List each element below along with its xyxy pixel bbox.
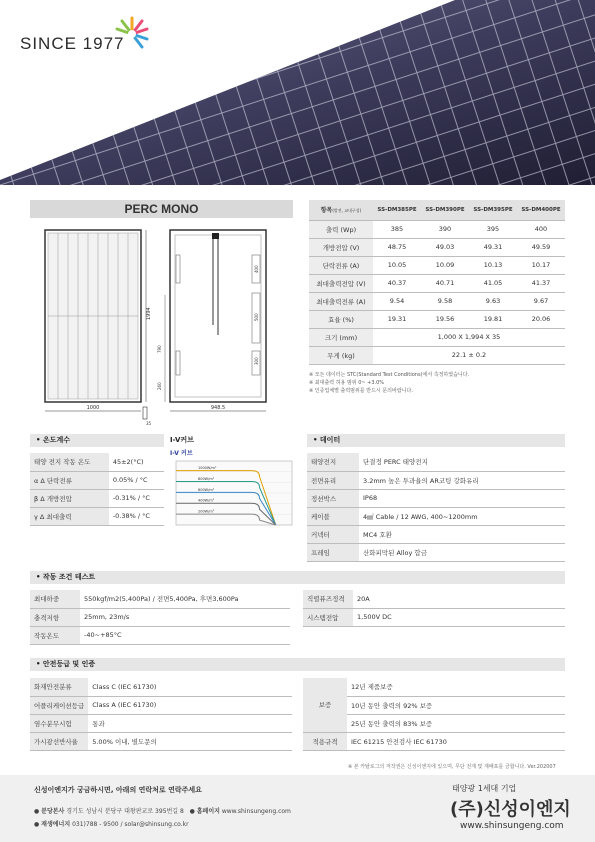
row-label: 효율 (%) — [309, 310, 373, 328]
row-label: 태양 전지 작동 온도 — [30, 453, 109, 471]
cell: 48.75 — [373, 238, 421, 256]
solar-panel-photo — [0, 0, 595, 185]
cell: 10.09 — [421, 256, 469, 274]
table-row — [303, 678, 565, 696]
row-label: 단락전류 (A) — [309, 256, 373, 274]
table-row — [307, 525, 565, 543]
dim-260: 260 — [157, 382, 162, 390]
table-row — [307, 489, 565, 507]
product-title: PERC MONO — [30, 200, 293, 218]
header — [0, 0, 595, 185]
safety-right-table — [303, 678, 565, 751]
cell: 395 — [469, 220, 517, 238]
cell: -0.38% / °C — [109, 507, 164, 525]
side-label: 35 — [146, 421, 152, 425]
spec-model: SS-DM400PE — [517, 200, 565, 220]
row-label: 시스템전압 — [303, 608, 353, 626]
cell: 550kgf/m2(5,400Pa) / 전면5,400Pa, 후면3,600Pa — [80, 590, 290, 608]
cell: 20.06 — [517, 310, 565, 328]
bullet-icon: ● — [34, 821, 40, 828]
dim-500: 500 — [254, 313, 259, 321]
table-row — [309, 256, 565, 274]
copyright-note: ※ 본 카탈로그의 저작권은 신성이엔지에 있으며, 무단 전재 및 재배포를 금합니다. Ver.202007 — [348, 764, 556, 770]
row-label: 최대출력전류 (A) — [309, 292, 373, 310]
cell: 10.05 — [373, 256, 421, 274]
spec-model: SS-DM390PE — [421, 200, 469, 220]
cell: 49.03 — [421, 238, 469, 256]
cell: 19.56 — [421, 310, 469, 328]
row-label: 프레임 — [307, 543, 359, 561]
note: ※ 인증업체별 출력범위를 반드시 문의바랍니다. — [309, 388, 413, 394]
cell: 단결정 PERC 태양전지 — [359, 453, 565, 471]
table-row — [30, 732, 292, 750]
table-row — [307, 453, 565, 471]
cell: 385 — [373, 220, 421, 238]
hq-line — [34, 806, 291, 815]
table-row — [303, 590, 565, 608]
row-label: 작동온도 — [30, 626, 80, 644]
spec-model: SS-DM395PE — [469, 200, 517, 220]
note: ※ 최대출력 허용 범위 0~ +3.0% — [309, 380, 385, 386]
row-label: γ Δ 최대출력 — [30, 507, 109, 525]
table-row — [303, 732, 565, 750]
table-row — [303, 608, 565, 626]
module-drawing — [30, 225, 294, 425]
cell: 41.37 — [517, 274, 565, 292]
width-front-label: 1000 — [86, 405, 100, 411]
cell: 산화피막된 Alloy 합금 — [359, 543, 565, 561]
table-row — [30, 507, 164, 525]
table-row — [30, 590, 290, 608]
table-row — [30, 714, 292, 732]
cell: 41.05 — [469, 274, 517, 292]
row-label: β Δ 개방전압 — [30, 489, 109, 507]
row-label: 개방전압 (V) — [309, 238, 373, 256]
width-back-label: 948.5 — [210, 405, 226, 411]
cell: 10.13 — [469, 256, 517, 274]
row-label: 전면유리 — [307, 471, 359, 489]
row-label: 직렬퓨즈정격 — [303, 590, 353, 608]
cell: MC4 호환 — [359, 525, 565, 543]
warranty-label: 보증 — [303, 678, 347, 732]
cell: IEC 61215 안전검사 IEC 61730 — [347, 732, 565, 750]
cell: 3.2mm 높은 투과율의 AR코팅 강화유리 — [359, 471, 565, 489]
temp-table — [30, 453, 164, 526]
table-row — [309, 328, 565, 346]
since-1977-logo: SINCE 1977 — [20, 34, 125, 53]
cell: Class A (IEC 61730) — [88, 696, 292, 714]
energy-line — [34, 819, 189, 828]
cell: 1,500V DC — [353, 608, 565, 626]
cell: 9.54 — [373, 292, 421, 310]
iv-heading: I-V커브 — [170, 436, 194, 444]
row-label: 화재안전분류 — [30, 678, 88, 696]
table-row — [30, 608, 290, 626]
footer — [0, 775, 595, 842]
cell: 400 — [517, 220, 565, 238]
cell: 25년 동안 출력의 83% 보증 — [347, 714, 565, 732]
cell: 390 — [421, 220, 469, 238]
cell: 9.63 — [469, 292, 517, 310]
energy-contact[interactable]: 031)788 - 9500 / solar@shinsung.co.kr — [72, 821, 189, 828]
table-row — [309, 274, 565, 292]
cell: Class C (IEC 61730) — [88, 678, 292, 696]
spec-model: SS-DM385PE — [373, 200, 421, 220]
hq-label: 분당본사 — [41, 808, 65, 815]
cell: 25mm, 23m/s — [80, 608, 290, 626]
dim-300: 300 — [254, 357, 259, 365]
cell: 19.81 — [469, 310, 517, 328]
data-table — [307, 453, 565, 562]
table-row — [307, 471, 565, 489]
spec-table — [309, 200, 565, 365]
table-row — [307, 543, 565, 561]
table-row — [309, 292, 565, 310]
row-label: 가시광선반사율 — [30, 732, 88, 750]
table-row — [309, 220, 565, 238]
temp-heading: • 온도계수 — [30, 434, 164, 447]
cell: 40.37 — [373, 274, 421, 292]
row-label: 케이블 — [307, 507, 359, 525]
company-brand: (주)신성이엔지 — [450, 799, 571, 820]
cell: 20A — [353, 590, 565, 608]
table-row — [30, 471, 164, 489]
row-label: 염수분무시험 — [30, 714, 88, 732]
cell: 19.31 — [373, 310, 421, 328]
safety-left-table — [30, 678, 292, 751]
iv-subheading: I-V 커브 — [170, 450, 193, 457]
series-label: 800W/m² — [198, 476, 215, 481]
height-label: 1994 — [146, 307, 152, 320]
energy-label: 재생에너지 — [41, 821, 71, 828]
bullet-icon: ● — [189, 808, 195, 815]
note: ※ 모든 데이터는 STC(Standard Test Conditions)에서 측정하였습니다. — [309, 372, 470, 378]
cell: -0.31% / °C — [109, 489, 164, 507]
spec-rows — [309, 220, 565, 364]
table-row — [30, 489, 164, 507]
table-row — [30, 678, 292, 696]
size-value: 1,000 X 1,994 X 35 — [373, 328, 565, 346]
table-row — [309, 310, 565, 328]
contact-prompt: 신성이엔지가 궁금하시면, 아래의 연락처로 연락주세요 — [34, 786, 202, 794]
cert-label: 적용규격 — [303, 732, 347, 750]
cell: 49.31 — [469, 238, 517, 256]
cell: 10년 동안 출력의 92% 보증 — [347, 696, 565, 714]
spec-notes — [309, 371, 469, 395]
row-label: α Δ 단락전류 — [30, 471, 109, 489]
table-row — [309, 238, 565, 256]
row-label: 무게 (kg) — [309, 346, 373, 364]
conditions-left-table — [30, 590, 290, 645]
spec-header-item: 항목(발전, 교내구성) — [309, 200, 373, 220]
bullet-icon: ● — [34, 808, 40, 815]
cell: 10.17 — [517, 256, 565, 274]
home-link[interactable]: www.shinsungeng.com — [221, 808, 291, 815]
series-label: 200W/m² — [198, 509, 215, 514]
cell: -40~+85°C — [80, 626, 290, 644]
table-row — [30, 626, 290, 644]
cell: 5.00% 이내, 별도문의 — [88, 732, 292, 750]
cell: 9.58 — [421, 292, 469, 310]
cell: IP68 — [359, 489, 565, 507]
series-label: 400W/m² — [198, 498, 215, 503]
row-label: 태양전지 — [307, 453, 359, 471]
weight-value: 22.1 ± 0.2 — [373, 346, 565, 364]
row-label: 정션박스 — [307, 489, 359, 507]
row-label: 최대하중 — [30, 590, 80, 608]
safety-heading: • 안전등급 및 인증 — [30, 658, 565, 671]
dim-400: 400 — [254, 265, 259, 273]
cell: 45±2(°C) — [109, 453, 164, 471]
data-heading: • 데이터 — [307, 434, 565, 447]
table-row — [307, 507, 565, 525]
row-label: 최대출력전압 (V) — [309, 274, 373, 292]
table-row — [30, 696, 292, 714]
row-label: 크기 (mm) — [309, 328, 373, 346]
cell: 9.67 — [517, 292, 565, 310]
cell: 0.05% / °C — [109, 471, 164, 489]
sunburst-logo-icon — [112, 14, 152, 54]
hq-address: 경기도 성남시 분당구 대왕판교로 395번길 8 — [66, 808, 184, 815]
row-label: 출력 (Wp) — [309, 220, 373, 238]
cell: 40.71 — [421, 274, 469, 292]
row-label: 커넥터 — [307, 525, 359, 543]
cell: 4㎟ Cable / 12 AWG, 400~1200mm — [359, 507, 565, 525]
home-label: 홈페이지 — [196, 808, 220, 815]
dim-790: 790 — [157, 345, 162, 353]
company-website[interactable]: www.shinsungeng.com — [460, 821, 564, 831]
company-tagline: 태양광 1세대 기업 — [452, 784, 517, 793]
cell: 12년 제품보증 — [347, 678, 565, 696]
row-label: 어플리케이션등급 — [30, 696, 88, 714]
cell: 통과 — [88, 714, 292, 732]
table-row — [30, 453, 164, 471]
iv-curve-chart — [168, 457, 298, 532]
conditions-right-table — [303, 590, 565, 627]
series-label: 1000W/m² — [198, 466, 217, 471]
row-label: 충격저항 — [30, 608, 80, 626]
conditions-heading: • 작동 조건 테스트 — [30, 571, 565, 584]
cell: 49.59 — [517, 238, 565, 256]
table-row — [309, 346, 565, 364]
series-label: 600W/m² — [198, 487, 215, 492]
